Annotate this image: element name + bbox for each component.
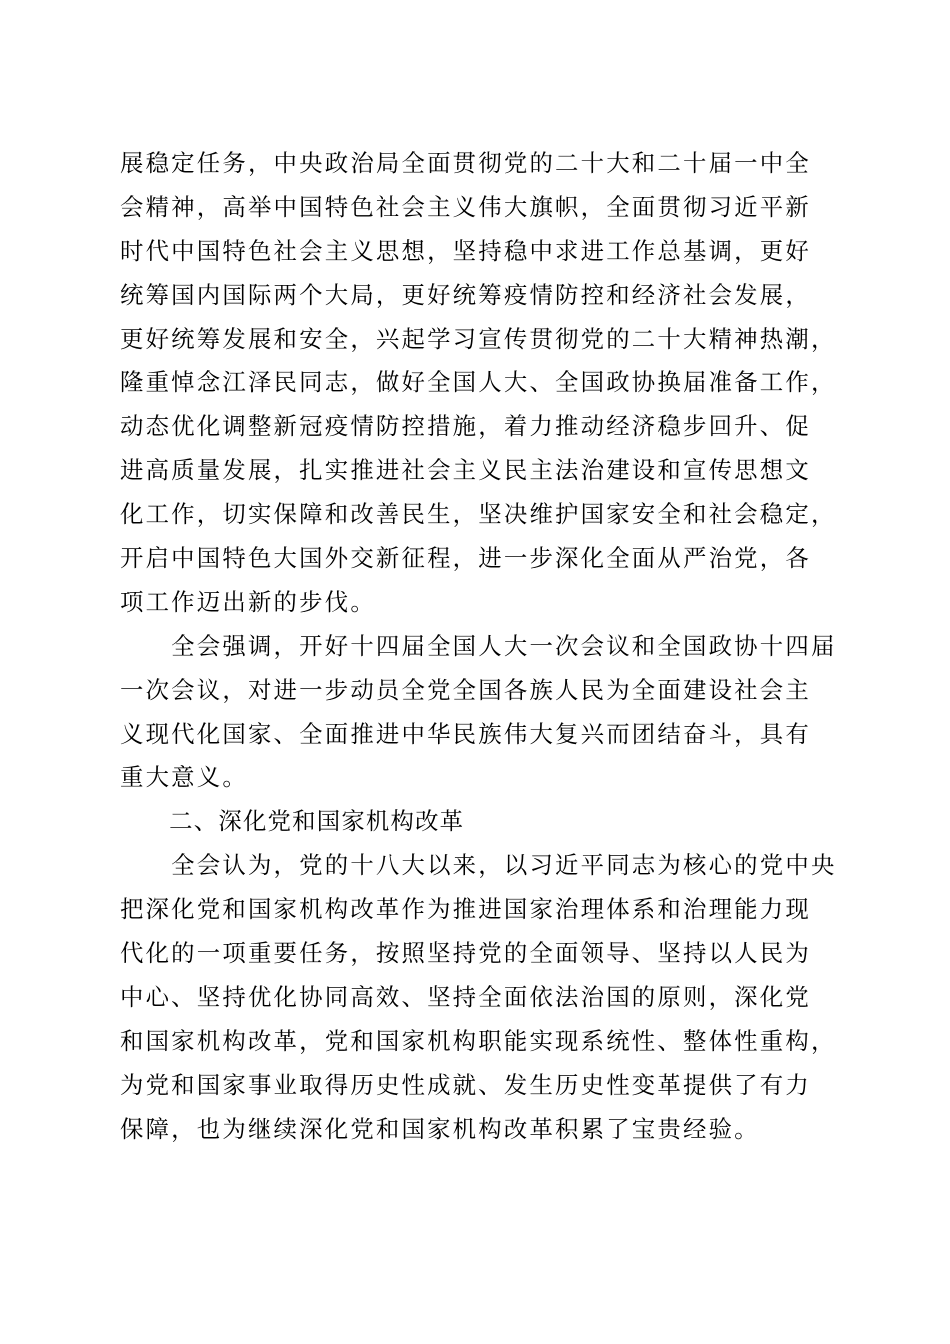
section-heading: 二、深化党和国家机构改革 xyxy=(120,807,465,836)
text-line: 隆重悼念江泽民同志，做好全国人大、全国政协换届准备工作， xyxy=(120,368,837,397)
text-line: 中心、坚持优化协同高效、坚持全面依法治国的原则，深化党 xyxy=(120,982,811,1011)
text-line: 全会认为，党的十八大以来，以习近平同志为核心的党中央 xyxy=(120,851,837,880)
paragraph-3 xyxy=(120,844,837,1151)
text-line: 代化的一项重要任务，按照坚持党的全面领导、坚持以人民为 xyxy=(120,939,811,968)
text-line: 义现代化国家、全面推进中华民族伟大复兴而团结奋斗，具有 xyxy=(120,719,811,748)
text-line: 保障，也为继续深化党和国家机构改革积累了宝贵经验。 xyxy=(120,1114,760,1143)
text-line: 统筹国内国际两个大局，更好统筹疫情防控和经济社会发展， xyxy=(120,280,811,309)
text-line: 化工作，切实保障和改善民生，坚决维护国家安全和社会稳定， xyxy=(120,500,837,529)
text-line: 重大意义。 xyxy=(120,763,248,792)
text-line: 一次会议，对进一步动员全党全国各族人民为全面建设社会主 xyxy=(120,675,811,704)
paragraph-1 xyxy=(120,142,837,625)
text-line: 展稳定任务，中央政治局全面贯彻党的二十大和二十届一中全 xyxy=(120,149,811,177)
text-line: 把深化党和国家机构改革作为推进国家治理体系和治理能力现 xyxy=(120,895,811,924)
text-line: 会精神，高举中国特色社会主义伟大旗帜，全面贯彻习近平新 xyxy=(120,192,811,221)
text-line: 进高质量发展，扎实推进社会主义民主法治建设和宣传思想文 xyxy=(120,456,811,485)
document-body xyxy=(120,142,837,1151)
text-line: 时代中国特色社会主义思想，坚持稳中求进工作总基调，更好 xyxy=(120,236,811,265)
paragraph-2 xyxy=(120,625,837,801)
text-line: 开启中国特色大国外交新征程，进一步深化全面从严治党，各 xyxy=(120,544,811,573)
text-line: 全会强调，开好十四届全国人大一次会议和全国政协十四届 xyxy=(120,631,837,660)
text-line: 为党和国家事业取得历史性成就、发生历史性变革提供了有力 xyxy=(120,1070,811,1099)
text-line: 动态优化调整新冠疫情防控措施，着力推动经济稳步回升、促 xyxy=(120,412,811,441)
text-line: 更好统筹发展和安全，兴起学习宣传贯彻党的二十大精神热潮， xyxy=(120,324,837,353)
text-line: 和国家机构改革，党和国家机构职能实现系统性、整体性重构， xyxy=(120,1026,837,1055)
text-line: 项工作迈出新的步伐。 xyxy=(120,587,376,616)
